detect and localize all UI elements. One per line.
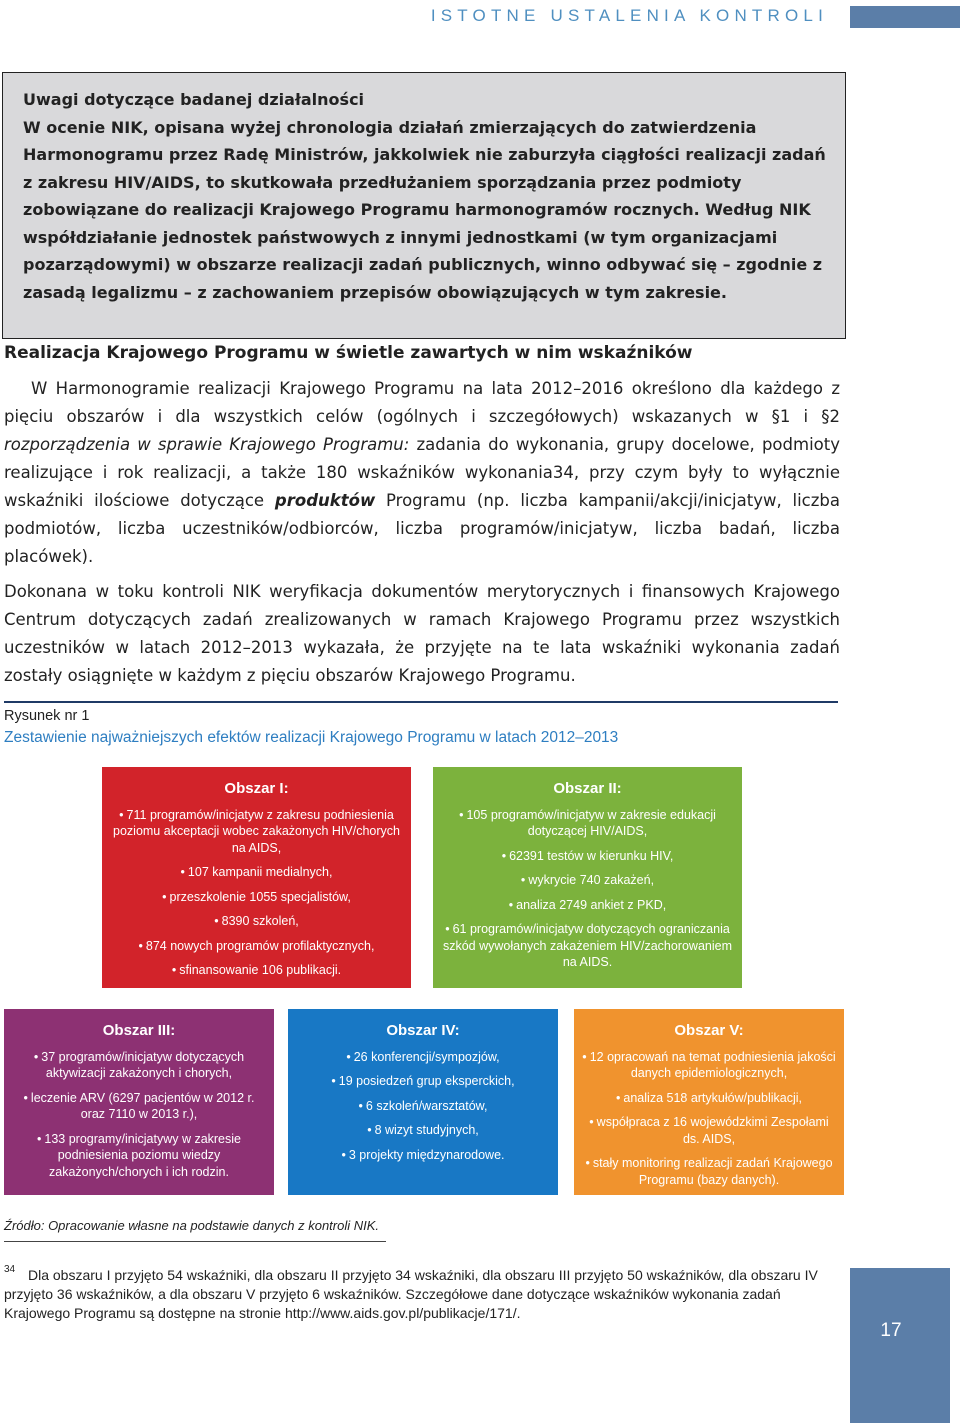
page-number: 17 [880, 1320, 902, 1341]
area-card-item: • 12 opracowań na temat podniesienia jakości danych epidemiologicznych, [582, 1049, 836, 1080]
area-card-item: • 19 posiedzeń grup eksperckich, [331, 1074, 515, 1088]
area-card-title: Obszar V: [674, 1022, 744, 1039]
paragraph-indicators [4, 375, 840, 571]
footnote-text: Dla obszaru I przyjęto 54 wskaźniki, dla obszaru II przyjęto 34 wskaźniki, dla obszaru III przyjęto 50 wskaźników, dla obszaru IV przyjęto 36 wskaźników, a dla obszaru V przyjęto 6 wskaźników. Szczegółowe dane dotyczące wskaźników wykonania zadań Krajowego Programu są dostępne na stronie http://www.aids.gov.pl/publikacje/171/. [4, 1267, 818, 1321]
area-card-item: • współpraca z 16 wojewódzkimi Zespołami ds. AIDS, [589, 1115, 829, 1146]
area-card-3 [4, 1009, 274, 1195]
remarks-heading: Uwagi dotyczące badanej działalności [23, 90, 365, 109]
area-card-item: • 133 programy/inicjatywy w zakresie podniesienia poziomu wiedzy zakażonych/chorych i ich rodzin. [37, 1131, 241, 1179]
area-card-item: • leczenie ARV (6297 pacjentów w 2012 r. oraz 7110 w 2013 r.), [23, 1090, 255, 1121]
figure-source: Źródło: Opracowanie własne na podstawie danych z kontroli NIK. [4, 1218, 380, 1233]
area-card-title: Obszar I: [224, 780, 289, 797]
paragraph-indicators-part-b: zadania do wykonania, grupy docelowe, podmioty realizujące i rok realizacji, a także 180 wskaźników wykonania34, przy czym były to wyłącznie wskaźniki ilościowe dotyczące [4, 435, 840, 510]
area-card-item: • wykrycie 740 zakażeń, [520, 873, 655, 887]
footnote-number: 34 [4, 1264, 16, 1275]
area-card-item: • 874 nowych programów profilaktycznych, [138, 938, 375, 953]
products-emphasis: produktów [274, 491, 376, 510]
running-header: ISTOTNE USTALENIA KONTROLI [430, 6, 828, 25]
area-card-2 [433, 767, 742, 988]
figure-label: Rysunek nr 1 [4, 708, 90, 724]
area-card-item: • 62391 testów w kierunku HIV, [501, 848, 674, 863]
figure-divider [4, 701, 838, 703]
area-card-item: • analiza 2749 ankiet z PKD, [508, 897, 667, 912]
remarks-text: W ocenie NIK, opisana wyżej chronologia działań zmierzających do zatwierdzenia Harmonogramu przez Radę Ministrów, jakkolwiek nie zaburzyła ciągłości realizacji zadań z zakresu HIV/AIDS, to skutkowała przedłużaniem sporządzania przez podmioty zobowiązane do realizacji Krajowego Programu harmonogramów rocznych. Według NIK współdziałanie jednostek państwowych z innymi jednostkami (w tym organizacjami pozarządowymi) w obszarze realizacji zadań publicznych, winno odbywać się – zgodnie z zasadą legalizmu – z zachowaniem przepisów obowiązujących w tym zakresie. [23, 117, 826, 302]
area-card-item: • analiza 518 artykułów/publikacji, [616, 1090, 802, 1105]
regulation-reference: rozporządzenia w sprawie Krajowego Programu: [4, 435, 410, 454]
paragraph-indicators-part-a: W Harmonogramie realizacji Krajowego Programu na lata 2012–2016 określono dla każdego z pięciu obszarów i dla wszystkich celów (ogólnych i szczegółowych) wskazanych w §1 i §2 [4, 379, 840, 426]
area-card-item: • 61 programów/inicjatyw dotyczących ograniczania szkód wywołanych zakażeniem HIV/zachorowaniem na AIDS. [442, 922, 732, 969]
area-card-item: • 105 programów/inicjatyw w zakresie edukacji dotyczącej HIV/AIDS, [459, 807, 716, 838]
area-card-4 [288, 1009, 558, 1195]
area-card-item: • 8390 szkoleń, [214, 914, 299, 928]
area-card-item: • sfinansowanie 106 publikacji. [171, 963, 342, 977]
area-card-5 [574, 1009, 844, 1195]
area-card-title: Obszar III: [102, 1022, 176, 1039]
area-card-item: • 37 programów/inicjatyw dotyczących aktywizacji zakażonych i chorych, [33, 1049, 245, 1080]
area-card-item: • 8 wizyt studyjnych, [367, 1123, 479, 1137]
remarks-box [2, 72, 846, 339]
area-card-item: • 107 kampanii medialnych, [180, 865, 333, 879]
area-card-item: • 3 projekty międzynarodowe. [341, 1147, 505, 1162]
area-card-item: • 711 programów/inicjatyw z zakresu podniesienia poziomu akceptacji wobec zakażonych HIV/chorych na AIDS, [113, 807, 400, 855]
footnote-divider [4, 1241, 386, 1242]
area-card-item: • przeszkolenie 1055 specjalistów, [162, 889, 351, 904]
paragraph-indicators-part-c: Programu (np. liczba kampanii/akcji/inicjatyw, liczba podmiotów, liczba uczestników/odbiorców, liczba programów/inicjatyw, liczba badań, liczba placówek). [4, 491, 841, 566]
area-card-item: • stały monitoring realizacji zadań Krajowego Programu (bazy danych). [585, 1156, 833, 1187]
section-title: Realizacja Krajowego Programu w świetle zawartych w nim wskaźników [4, 343, 693, 363]
header-tab [850, 6, 960, 28]
area-card-1 [102, 767, 411, 988]
area-card-title: Obszar IV: [386, 1022, 460, 1039]
area-card-title: Obszar II: [553, 780, 622, 797]
page-number-box [850, 1268, 950, 1423]
paragraph-verification: Dokonana w toku kontroli NIK weryfikacja dokumentów merytorycznych i finansowych Krajowego Centrum dotyczących zadań zrealizowanych w ramach Krajowego Programu przez wszystkich uczestników w latach 2012–2013 wykazała, że przyjęte na te lata wskaźniki wykonania zadań zostały osiągnięte w każdym z pięciu obszarów Krajowego Programu. [4, 582, 840, 685]
area-card-item: • 6 szkoleń/warsztatów, [358, 1098, 488, 1113]
area-card-item: • 26 konferencji/sympozjów, [346, 1049, 500, 1064]
figure-title: Zestawienie najważniejszych efektów realizacji Krajowego Programu w latach 2012–2013 [4, 729, 619, 746]
